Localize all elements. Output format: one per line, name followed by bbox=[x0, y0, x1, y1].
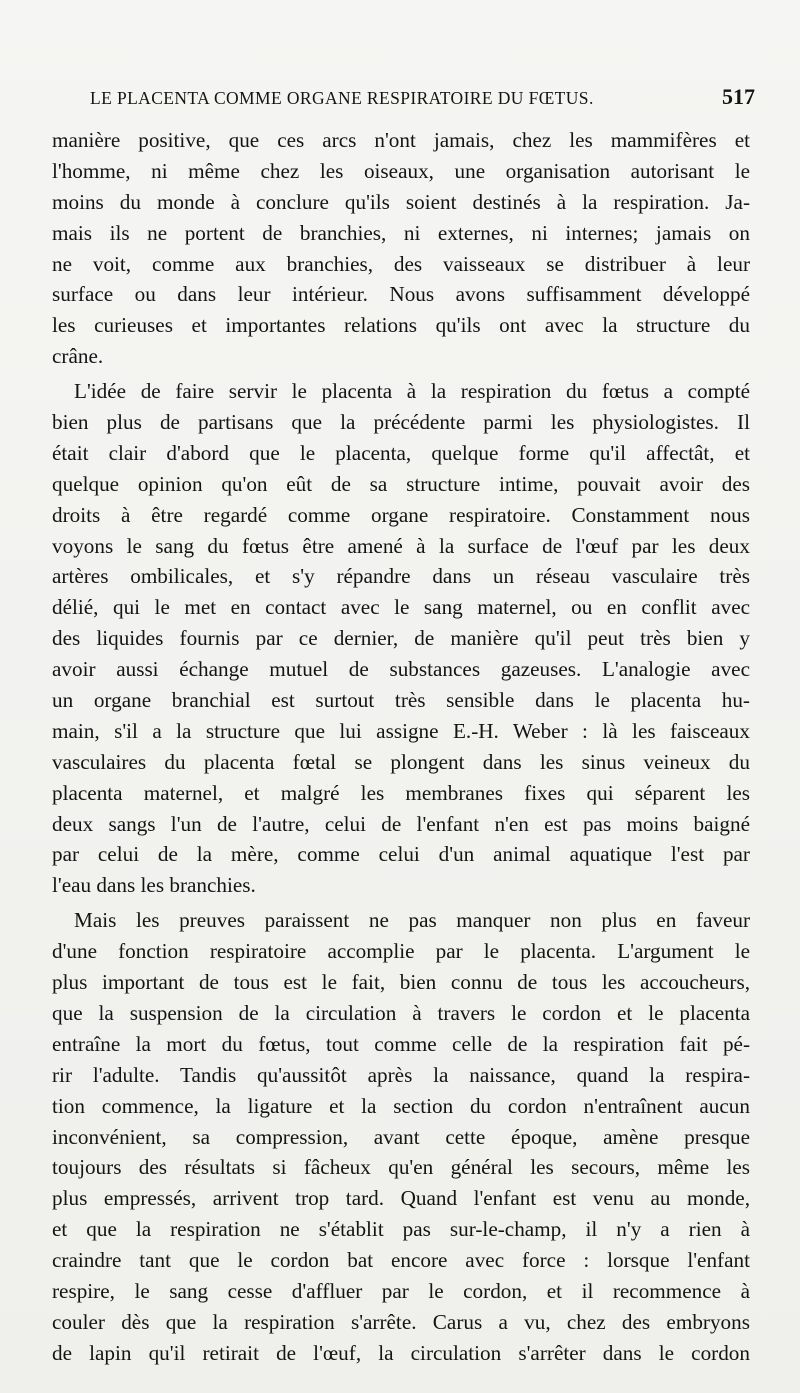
text-line: inconvénient, sa compression, avant cette époque, amène presque bbox=[52, 1124, 750, 1149]
text-line: plus empressés, arrivent trop tard. Quand l'enfant est venu au monde, bbox=[52, 1186, 750, 1211]
text-line: était clair d'abord que le placenta, quelque forme qu'il affectât, et bbox=[52, 440, 750, 465]
paragraph-1 bbox=[52, 125, 750, 372]
text-line: couler dès que la respiration s'arrête. Carus a vu, chez des embryons bbox=[52, 1309, 750, 1334]
text-line: plus important de tous est le fait, bien connu de tous les accoucheurs, bbox=[52, 970, 750, 995]
text-line: entraîne la mort du fœtus, tout comme celle de la respiration fait pé- bbox=[52, 1031, 750, 1056]
text-line: droits à être regardé comme organe respiratoire. Constamment nous bbox=[52, 502, 750, 527]
text-line: ne voit, comme aux branchies, des vaisseaux se distribuer à leur bbox=[52, 251, 750, 276]
text-line: l'eau dans les branchies. bbox=[52, 873, 256, 898]
text-line: des liquides fournis par ce dernier, de manière qu'il peut très bien y bbox=[52, 626, 750, 651]
text-line: mais ils ne portent de branchies, ni externes, ni internes; jamais on bbox=[52, 220, 750, 245]
text-line: placenta maternel, et malgré les membranes fixes qui séparent les bbox=[52, 780, 750, 805]
text-line: que la suspension de la circulation à travers le cordon et le placenta bbox=[52, 1000, 750, 1025]
text-line: surface ou dans leur intérieur. Nous avons suffisamment développé bbox=[52, 282, 750, 307]
page-number: 517 bbox=[722, 84, 755, 109]
running-head: LE PLACENTA COMME ORGANE RESPIRATOIRE DU FŒTUS. bbox=[90, 88, 594, 108]
text-line: artères ombilicales, et s'y répandre dans un réseau vasculaire très bbox=[52, 564, 750, 589]
text-line: respire, le sang cesse d'affluer par le cordon, et il recommence à bbox=[52, 1278, 750, 1303]
text-line: d'une fonction respiratoire accomplie par le placenta. L'argument le bbox=[52, 939, 750, 964]
text-line: Mais les preuves paraissent ne pas manquer non plus en faveur bbox=[74, 908, 750, 933]
text-line: toujours des résultats si fâcheux qu'en général les secours, même les bbox=[52, 1155, 750, 1180]
text-line: délié, qui le met en contact avec le sang maternel, ou en conflit avec bbox=[52, 595, 750, 620]
text-line: craindre tant que le cordon bat encore avec force : lorsque l'enfant bbox=[52, 1248, 750, 1273]
text-line: de lapin qu'il retirait de l'œuf, la circulation s'arrêter dans le cordon bbox=[52, 1340, 750, 1365]
paragraph-2 bbox=[52, 376, 750, 901]
text-line: par celui de la mère, comme celui d'un animal aquatique l'est par bbox=[52, 842, 750, 867]
text-line: voyons le sang du fœtus être amené à la surface de l'œuf par les deux bbox=[52, 533, 750, 558]
paragraph-3 bbox=[52, 905, 750, 1368]
text-line: l'homme, ni même chez les oiseaux, une organisation autorisant le bbox=[52, 158, 750, 183]
text-line: les curieuses et importantes relations qu'ils ont avec la structure du bbox=[52, 313, 750, 338]
text-line: main, s'il a la structure que lui assigne E.-H. Weber : là les faisceaux bbox=[52, 718, 750, 743]
text-line: quelque opinion qu'on eût de sa structure intime, pouvait avoir des bbox=[52, 471, 750, 496]
page-header bbox=[90, 84, 755, 118]
text-line: rir l'adulte. Tandis qu'aussitôt après la naissance, quand la respira- bbox=[52, 1062, 750, 1087]
text-line: L'idée de faire servir le placenta à la respiration du fœtus a compté bbox=[74, 379, 750, 404]
body-text bbox=[52, 125, 750, 1373]
text-line: tion commence, la ligature et la section du cordon n'entraînent aucun bbox=[52, 1093, 750, 1118]
text-line: vasculaires du placenta fœtal se plongent dans les sinus veineux du bbox=[52, 749, 750, 774]
text-line: avoir aussi échange mutuel de substances gazeuses. L'analogie avec bbox=[52, 657, 750, 682]
text-line: crâne. bbox=[52, 344, 104, 369]
text-line: bien plus de partisans que la précédente parmi les physiologistes. Il bbox=[52, 410, 750, 435]
text-line: un organe branchial est surtout très sensible dans le placenta hu- bbox=[52, 688, 750, 713]
text-line: moins du monde à conclure qu'ils soient destinés à la respiration. Ja- bbox=[52, 189, 750, 214]
text-line: manière positive, que ces arcs n'ont jamais, chez les mammifères et bbox=[52, 128, 750, 152]
text-line: et que la respiration ne s'établit pas sur-le-champ, il n'y a rien à bbox=[52, 1217, 750, 1242]
text-line: deux sangs l'un de l'autre, celui de l'enfant n'en est pas moins baigné bbox=[52, 811, 750, 836]
